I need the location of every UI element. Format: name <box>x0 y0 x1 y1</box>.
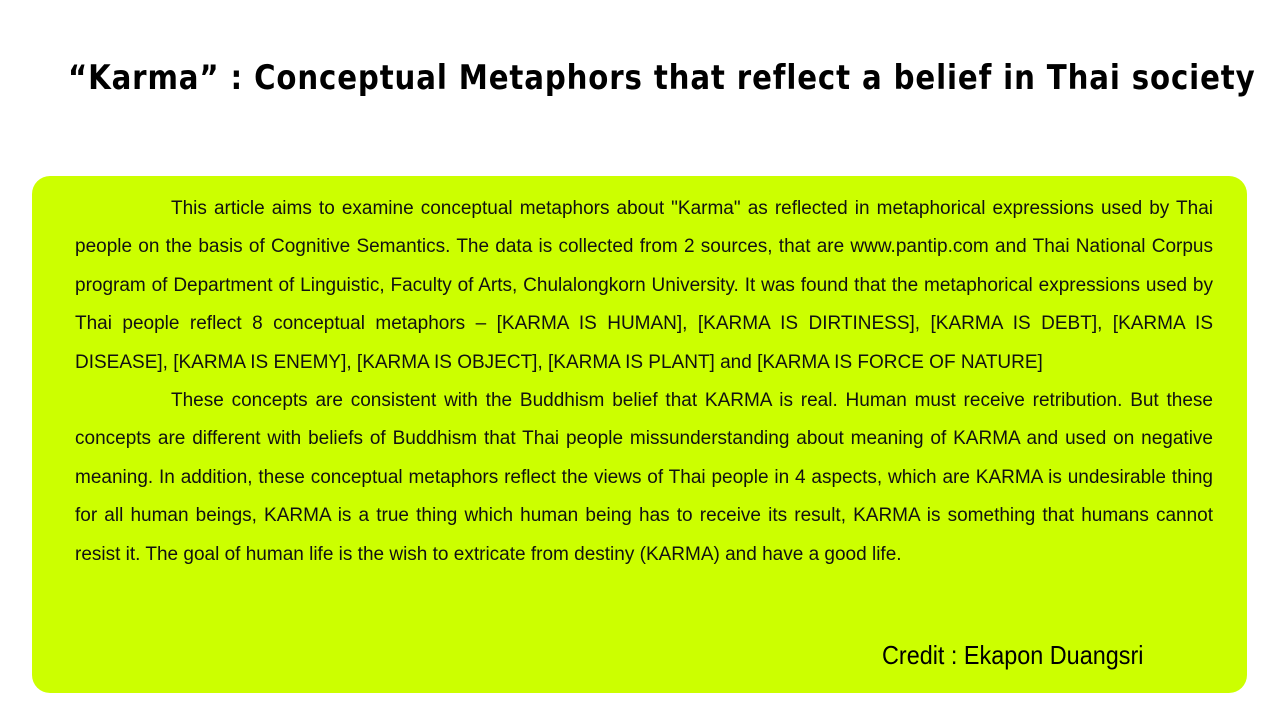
abstract-paragraph-1: This article aims to examine conceptual metaphors about "Karma" as reflected in metaphorical expressions used by Thai people on the basis of Cognitive Semantics. The data is collected from 2 sources, that are www.pantip.com and Thai National Corpus program of Department of Linguistic, Faculty of Arts, Chulalongkorn University. It was found that the metaphorical expressions used by Thai people reflect 8 conceptual metaphors – [KARMA IS HUMAN], [KARMA IS DIRTINESS], [KARMA IS DEBT], [KARMA IS DISEASE], [KARMA IS ENEMY], [KARMA IS OBJECT], [KARMA IS PLANT] and [KARMA IS FORCE OF NATURE] <box>75 198 1213 373</box>
abstract-paragraph-2: These concepts are consistent with the Buddhism belief that KARMA is real. Human must receive retribution. But these concepts are different with beliefs of Buddhism that Thai people missunderstanding about meaning of KARMA and used on negative meaning. In addition, these conceptual metaphors reflect the views of Thai people in 4 aspects, which are KARMA is undesirable thing for all human beings, KARMA is a true thing which human being has to receive its result, KARMA is something that humans cannot resist it. The goal of human life is the wish to extricate from destiny (KARMA) and have a good life. <box>75 390 1213 565</box>
abstract-box <box>32 176 1247 693</box>
credit-line: Credit : Ekapon Duangsri <box>882 640 1144 670</box>
slide-title: “Karma” : Conceptual Metaphors that reflect a belief in Thai society <box>68 58 1256 98</box>
abstract-text <box>75 190 1213 574</box>
